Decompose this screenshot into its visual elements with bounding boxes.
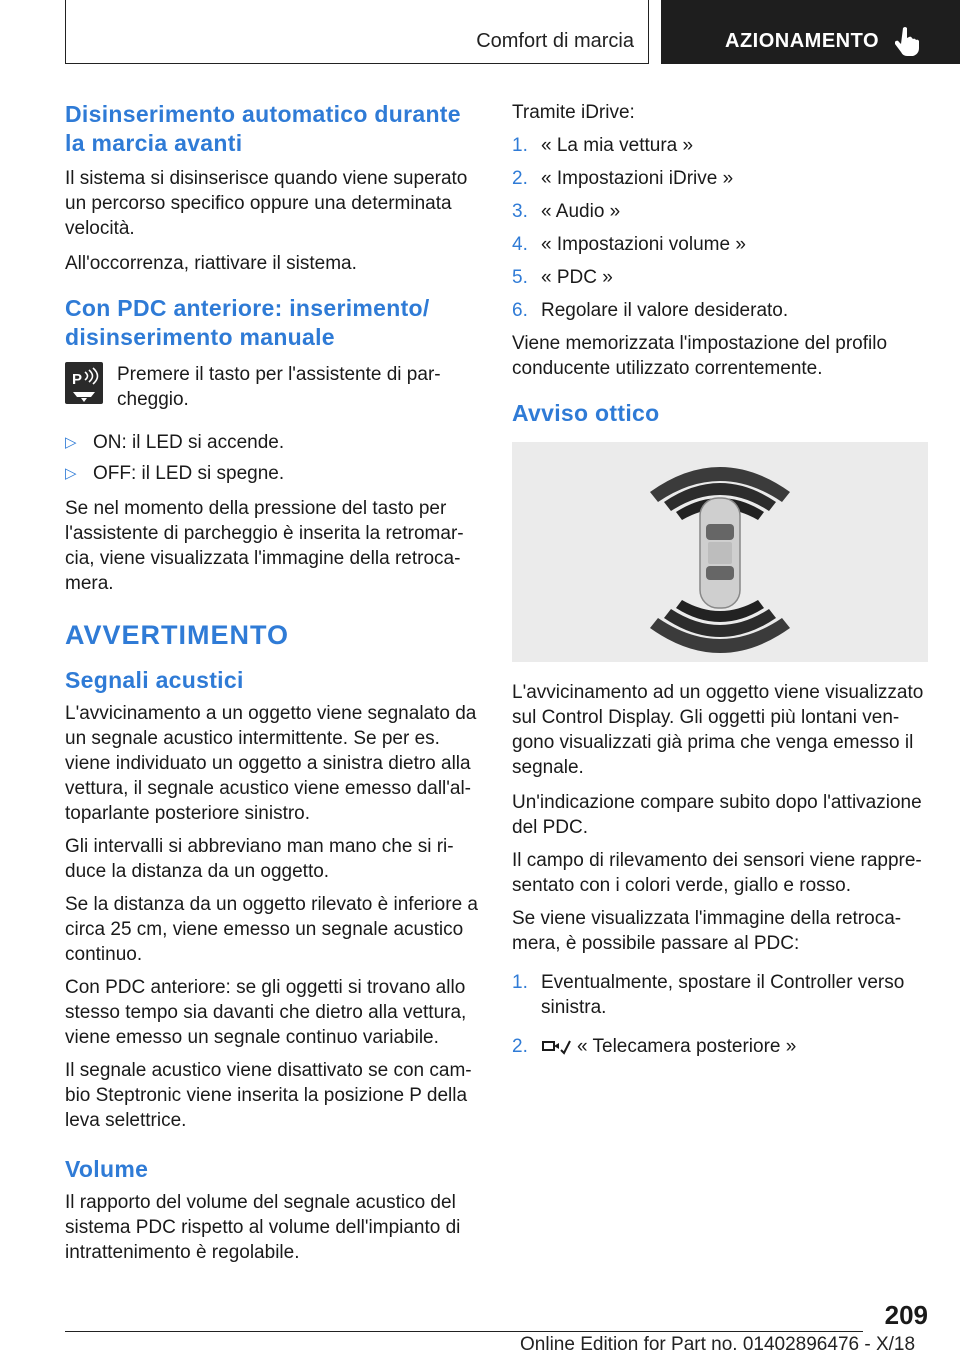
- paragraph: All'occorrenza, riattivare il sistema.: [65, 253, 357, 274]
- triangle-bullet-icon: ▷: [65, 465, 77, 482]
- button-instruction-text: Premere il tasto per l'assistente di par-cheggio.: [117, 364, 441, 410]
- svg-text:P: P: [72, 371, 83, 388]
- list-item: 2. « Telecamera posteriore »: [512, 1036, 797, 1057]
- paragraph: Viene memorizzata l'impostazione del profilo conducente utilizzato correntemente.: [512, 333, 888, 379]
- header-chapter-title: AZIONAMENTO: [725, 30, 880, 52]
- paragraph: Tramite iDrive:: [512, 102, 635, 123]
- warning-title: AVVERTIMENTO: [65, 620, 290, 650]
- list-item: 5. « PDC »: [512, 267, 613, 288]
- footer-edition: Online Edition for Part no. 01402896476 - X/18: [520, 1334, 916, 1355]
- list-item: 2. « Impostazioni iDrive »: [512, 168, 734, 189]
- heading-auto-disengage: Disinserimento automatico durante la marcia avanti: [65, 101, 461, 156]
- hand-pointer-icon: [895, 26, 921, 56]
- parking-assistant-button-icon: [65, 362, 103, 404]
- paragraph: Se la distanza da un oggetto rilevato è inferiore a circa 25 cm, viene emesso un segnale acustico continuo.: [65, 894, 478, 965]
- triangle-bullet-icon: ▷: [65, 434, 77, 451]
- heading-volume: Volume: [65, 1156, 149, 1182]
- left-column: [65, 100, 480, 1265]
- paragraph: Un'indicazione compare subito dopo l'attivazione del PDC.: [512, 792, 922, 838]
- paragraph: Con PDC anteriore: se gli oggetti si trovano allo stesso tempo sia davanti che dietro alla vettura, viene emesso un segnale continuo variabile.: [65, 977, 467, 1048]
- list-item: ▷ OFF: il LED si spegne.: [65, 463, 285, 484]
- heading-acoustic-signals: Segnali acustici: [65, 667, 244, 693]
- paragraph: Il campo di rilevamento dei sensori viene rappre-sentato con i colori verde, giallo e rosso.: [512, 850, 922, 896]
- paragraph: Se viene visualizzata l'immagine della retroca-mera, è possibile passare al PDC:: [512, 908, 902, 954]
- heading-optical-warning: Avviso ottico: [512, 400, 660, 426]
- paragraph: Il sistema si disinserisce quando viene superato un percorso specifico oppure una determinata velocità.: [65, 168, 468, 239]
- paragraph: Il segnale acustico viene disattivato se con cam-bio Steptronic viene inserita la posizione P della leva selettrice.: [65, 1060, 472, 1131]
- paragraph: Gli intervalli si abbreviano man mano che si ri-duce la distanza da un oggetto.: [65, 836, 454, 882]
- pdc-display-illustration: [512, 442, 928, 662]
- page-number: 209: [884, 1300, 928, 1330]
- paragraph: Se nel momento della pressione del tasto per l'assistente di parcheggio è inserita la retromar-cia, viene visualizzata l'immagine della retroca-mera.: [65, 498, 464, 594]
- list-item: 1. « La mia vettura »: [512, 135, 694, 156]
- paragraph: L'avvicinamento a un oggetto viene segnalato da un segnale acustico intermittente. Se per es. viene individuato un oggetto a sinistra dietro alla vettura, il segnale acustico viene emesso dall'al-toparlante posteriore sinistro.: [65, 703, 477, 824]
- list-item: 6. Regolare il valore desiderato.: [512, 300, 789, 321]
- paragraph: Il rapporto del volume del segnale acustico del sistema PDC rispetto al volume dell'impianto di intrattenimento è regolabile.: [65, 1192, 461, 1263]
- paragraph: L'avvicinamento ad un oggetto viene visualizzato sul Control Display. Gli oggetti più lontani ven-gono visualizzati già prima che venga emesso il segnale.: [512, 682, 924, 778]
- button-instruction: [65, 362, 480, 412]
- header-section-title: Comfort di marcia: [476, 30, 634, 52]
- header-section-box: [65, 0, 649, 64]
- right-column: [512, 100, 932, 1059]
- rear-camera-icon: [541, 1036, 571, 1058]
- list-item: 4. « Impostazioni volume »: [512, 234, 746, 255]
- footer-divider: [65, 1331, 863, 1332]
- list-item: ▷ ON: il LED si accende.: [65, 432, 285, 453]
- list-item: 1. Eventualmente, spostare il Controller verso sinistra.: [512, 972, 905, 1018]
- list-item: 3. « Audio »: [512, 201, 621, 222]
- heading-manual-toggle: Con PDC anteriore: inserimento/ disinserimento manuale: [65, 295, 430, 350]
- header-chapter-box: [661, 0, 960, 64]
